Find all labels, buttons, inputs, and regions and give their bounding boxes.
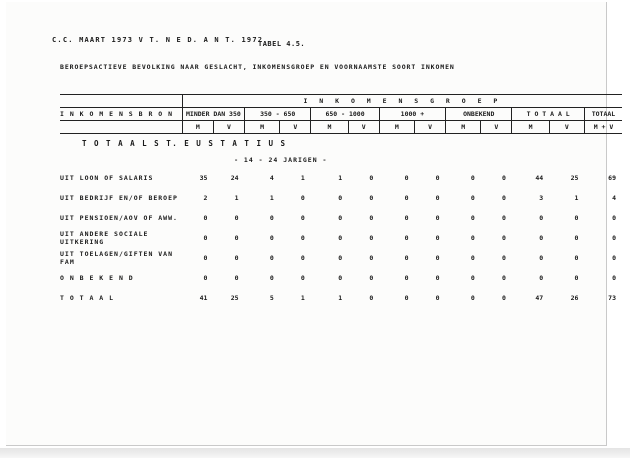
cell-value: 0 [539, 274, 544, 282]
cell-value: 0 [470, 254, 475, 262]
cell-value: 73 [608, 294, 616, 302]
cell-value: 0 [203, 254, 208, 262]
cell-value: 0 [338, 214, 343, 222]
cell-value: 0 [234, 274, 239, 282]
sex-label: V [348, 121, 379, 134]
sex-label: V [280, 121, 311, 134]
cell-value: 0 [404, 214, 409, 222]
cell-value: 0 [369, 234, 374, 242]
cell-value: 0 [369, 294, 374, 302]
cell-value: 0 [435, 174, 440, 182]
table-row [60, 168, 622, 188]
cell-value: 0 [269, 234, 274, 242]
cell-value: 41 [199, 294, 208, 302]
cell-value: 0 [269, 274, 274, 282]
sex-label: M [379, 121, 414, 134]
table-row [60, 288, 622, 308]
income-group-header: I N K O M E N S G R O E P [182, 95, 622, 108]
cell-value: 0 [269, 254, 274, 262]
col-group-3: 1000 + [379, 108, 445, 121]
cell-value: 0 [501, 274, 506, 282]
cell-value: 0 [338, 254, 343, 262]
cell-value: 0 [338, 194, 343, 202]
table-title: BEROEPSACTIEVE BEVOLKING NAAR GESLACHT, INKOMENSGROEP EN VOORNAAMSTE SOORT INKOMEN [60, 63, 455, 71]
cell-value: 0 [435, 294, 440, 302]
cell-value: 0 [300, 234, 305, 242]
sex-label: M [512, 121, 549, 134]
sex-label: M + V [584, 121, 622, 134]
sex-label: V [481, 121, 512, 134]
cell-value: 0 [612, 254, 616, 262]
cell-value: 0 [435, 254, 440, 262]
cell-value: 0 [435, 274, 440, 282]
age-group-label: - 14 - 24 JARIGEN - [234, 156, 328, 164]
cell-value: 0 [404, 254, 409, 262]
cell-value: 1 [574, 194, 579, 202]
cell-value: 0 [300, 194, 305, 202]
income-table [60, 94, 622, 308]
page-shadow [0, 448, 630, 458]
cell-value: 5 [269, 294, 274, 302]
cell-value: 0 [435, 214, 440, 222]
col-group-2: 650 - 1000 [311, 108, 379, 121]
cell-value: 0 [470, 234, 475, 242]
cell-value: 0 [539, 234, 544, 242]
cell-value: 0 [338, 234, 343, 242]
sex-label: M [182, 121, 213, 134]
cell-value: 1 [300, 174, 305, 182]
cell-value: 0 [203, 214, 208, 222]
row-label: UIT LOON OF SALARIS [60, 174, 154, 182]
cell-value: 0 [574, 214, 579, 222]
row-label: UIT BEDRIJF EN/OF BEROEP [60, 194, 178, 202]
cell-value: 69 [608, 174, 616, 182]
cell-value: 4 [269, 174, 274, 182]
table-row [60, 208, 622, 228]
col-group-1: 350 - 650 [245, 108, 311, 121]
cell-value: 4 [612, 194, 616, 202]
cell-value: 0 [470, 274, 475, 282]
cell-value: 0 [539, 214, 544, 222]
cell-value: 0 [404, 294, 409, 302]
row-label: UIT TOELAGEN/GIFTEN VAN FAM [60, 250, 174, 266]
cell-value: 0 [574, 274, 579, 282]
cell-value: 0 [300, 214, 305, 222]
cell-value: 0 [501, 174, 506, 182]
row-label: UIT PENSIOEN/AOV OF AWW. [60, 214, 178, 222]
cell-value: 0 [404, 174, 409, 182]
cell-value: 0 [300, 254, 305, 262]
cell-value: 1 [338, 174, 343, 182]
cell-value: 0 [574, 254, 579, 262]
cell-value: 25 [230, 294, 239, 302]
cell-value: 1 [234, 194, 239, 202]
cell-value: 0 [470, 294, 475, 302]
cell-value: 1 [338, 294, 343, 302]
cell-value: 0 [369, 274, 374, 282]
cell-value: 2 [203, 194, 208, 202]
table-row [60, 248, 622, 268]
cell-value: 24 [230, 174, 239, 182]
table-row [60, 188, 622, 208]
cell-value: 0 [369, 194, 374, 202]
cell-value: 1 [300, 294, 305, 302]
sex-label: M [446, 121, 481, 134]
col-group-0: MINDER DAN 350 [182, 108, 244, 121]
row-label: T O T A A L [60, 294, 115, 302]
section-title: T O T A A L S T. E U S T A T I U S [60, 134, 622, 153]
cell-value: 0 [338, 274, 343, 282]
cell-value: 0 [234, 234, 239, 242]
cell-value: 0 [404, 234, 409, 242]
cell-value: 0 [470, 214, 475, 222]
cell-value: 0 [203, 274, 208, 282]
cell-value: 0 [435, 234, 440, 242]
sex-label: M [311, 121, 348, 134]
cell-value: 0 [435, 194, 440, 202]
cell-value: 35 [199, 174, 208, 182]
cell-value: 0 [404, 194, 409, 202]
cell-value: 47 [535, 294, 544, 302]
sex-label: V [414, 121, 445, 134]
cell-value: 0 [501, 294, 506, 302]
sex-label: M [245, 121, 280, 134]
source-line: C.C. MAART 1973 V T. N E D. A N T. 1972 [52, 36, 264, 44]
cell-value: 0 [612, 234, 616, 242]
cell-value: 0 [404, 274, 409, 282]
table-row [60, 268, 622, 288]
col-group-5: T O T A A L [512, 108, 585, 121]
table-row [60, 228, 622, 248]
cell-value: 0 [612, 214, 616, 222]
cell-value: 3 [539, 194, 544, 202]
sex-label: V [549, 121, 584, 134]
cell-value: 0 [369, 254, 374, 262]
cell-value: 0 [501, 234, 506, 242]
cell-value: 0 [369, 174, 374, 182]
cell-value: 0 [612, 274, 616, 282]
table-number: TABEL 4.5. [258, 40, 306, 48]
cell-value: 0 [539, 254, 544, 262]
cell-value: 0 [234, 254, 239, 262]
cell-value: 0 [470, 174, 475, 182]
col-group-4: ONBEKEND [446, 108, 512, 121]
cell-value: 0 [501, 254, 506, 262]
cell-value: 1 [269, 194, 274, 202]
cell-value: 25 [570, 174, 579, 182]
cell-value: 26 [570, 294, 579, 302]
sex-label: V [213, 121, 244, 134]
blank-corner [60, 95, 182, 108]
row-label: O N B E K E N D [60, 274, 134, 282]
cell-value: 0 [574, 234, 579, 242]
cell-value: 0 [300, 274, 305, 282]
cell-value: 0 [234, 214, 239, 222]
col-group-6: TOTAAL [584, 108, 622, 121]
cell-value: 0 [369, 214, 374, 222]
cell-value: 44 [535, 174, 544, 182]
cell-value: 0 [501, 194, 506, 202]
income-source-header: I N K O M E N S B R O N [60, 108, 182, 121]
cell-value: 0 [203, 234, 208, 242]
cell-value: 0 [470, 194, 475, 202]
cell-value: 0 [269, 214, 274, 222]
row-label: UIT ANDERE SOCIALE UITKERING [60, 230, 149, 246]
cell-value: 0 [501, 214, 506, 222]
